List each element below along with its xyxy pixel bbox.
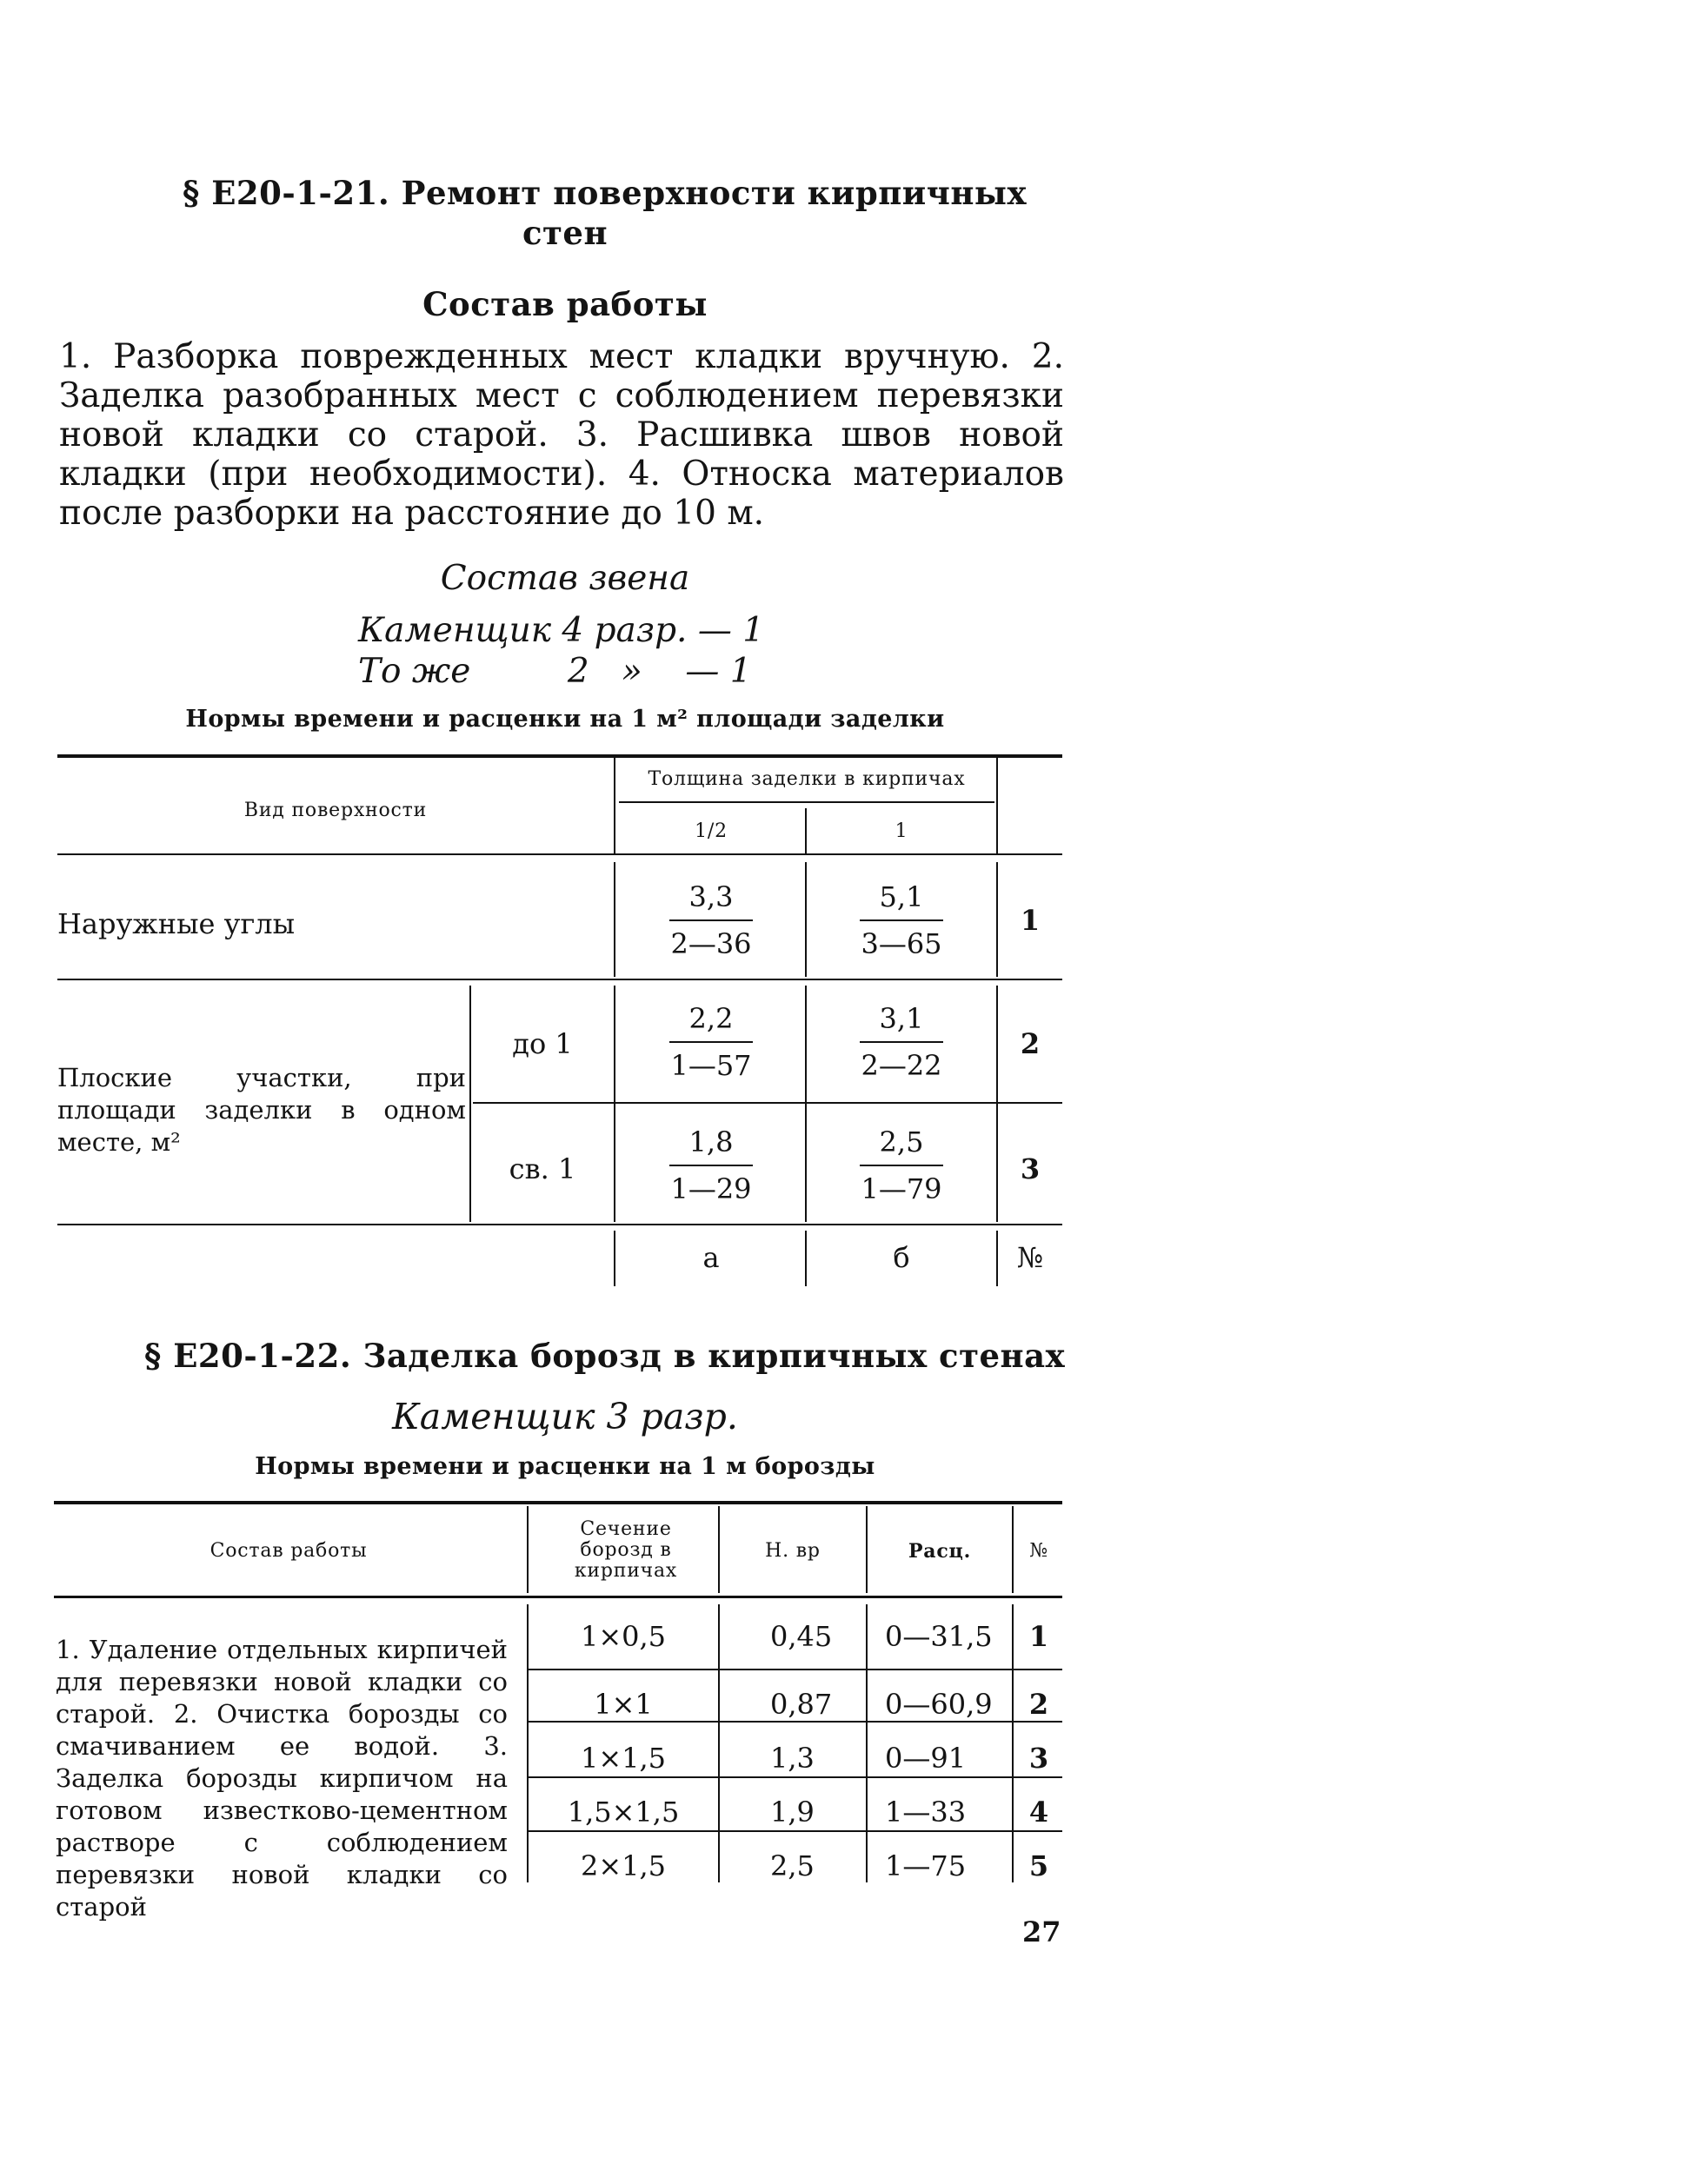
table1-header-surface: Вид поверхности <box>243 800 428 821</box>
table2-row3-number: 3 <box>1028 1742 1049 1775</box>
table2-row4-number: 4 <box>1028 1796 1049 1829</box>
table2-row2-nvr: 0,87 <box>770 1688 833 1721</box>
table2-header-rate: Расц. <box>908 1540 972 1563</box>
table2-row1-number: 1 <box>1028 1620 1049 1653</box>
table1-header-half: 1/2 <box>695 820 728 842</box>
table2-row2-section: 1×1 <box>594 1688 653 1721</box>
page-number: 27 <box>1022 1915 1061 1948</box>
table1-footer-a: а <box>702 1241 720 1274</box>
table1-row1-label: Наружные углы <box>57 907 296 940</box>
table2-row3-nvr: 1,3 <box>770 1742 815 1775</box>
table2-row4-rate: 1—33 <box>885 1796 967 1829</box>
table1-row3-col-b: 2,5 1—79 <box>861 1125 942 1205</box>
table1-footer-no: № <box>1016 1241 1044 1274</box>
table2-row2-number: 2 <box>1028 1688 1049 1721</box>
table1-header-thickness: Толщина заделки в кирпичах <box>648 768 966 790</box>
table1-row1-number: 1 <box>1020 904 1041 937</box>
table1-row1-col-a: 3,3 2—36 <box>670 880 752 960</box>
table1-row3-number: 3 <box>1020 1152 1041 1185</box>
section1-title-line1: § Е20-1-21. Ремонт поверхности кирпичных <box>183 174 1028 212</box>
section1-title-line2: стен <box>522 214 609 252</box>
table2-row5-rate: 1—75 <box>885 1849 967 1882</box>
table2-work-description: 1. Удаление отдельных кирпичей для перевязки новой кладки со старой. 2. Очистка борозды со смачиванием ее водой. 3. Заделка борозды кирпичом на готовом известково-цементном растворе с соблюдением перевязки новой кладки со старой <box>56 1635 508 1922</box>
table1-row1-col-b: 5,1 3—65 <box>861 880 942 960</box>
work-description: 1. Разборка поврежденных мест кладки вручную. 2. Заделка разобранных мест с соблюдением перевязки новой кладки со старой. 3. Расшивка швов новой кладки (при необходимости). 4. Относка материалов после разборки на расстояние до 10 м. <box>59 337 1064 533</box>
table2-row5-section: 2×1,5 <box>580 1849 667 1882</box>
table2-caption: Нормы времени и расценки на 1 м борозды <box>255 1453 875 1480</box>
table2-header-no: № <box>1029 1540 1048 1562</box>
table1-caption: Нормы времени и расценки на 1 м² площади заделки <box>185 706 945 733</box>
table2-row5-nvr: 2,5 <box>770 1849 815 1882</box>
crew-line-2: То же 2 » — 1 <box>358 652 752 691</box>
table2-row4-nvr: 1,9 <box>770 1796 815 1829</box>
table2-row2-rate: 0—60,9 <box>885 1688 993 1721</box>
table2-header-nvr: Н. вр <box>765 1540 821 1562</box>
table1-row2-number: 2 <box>1020 1027 1041 1060</box>
table2-header-section: Сечение борозд в кирпичах <box>574 1518 678 1582</box>
table1-row2-col-a: 2,2 1—57 <box>670 1002 752 1082</box>
table1-row3-col-a: 1,8 1—29 <box>670 1125 752 1205</box>
table2-row3-section: 1×1,5 <box>580 1742 667 1775</box>
table2-row1-rate: 0—31,5 <box>885 1620 993 1653</box>
table2-row4-section: 1,5×1,5 <box>567 1796 680 1829</box>
table1-flat-areas-label: Плоские участки, при площади заделки в одном месте, м² <box>57 1063 466 1157</box>
table2-row1-section: 1×0,5 <box>580 1620 667 1653</box>
table1-row2-sub: до 1 <box>512 1027 573 1060</box>
section2-crew: Каменщик 3 разр. <box>392 1396 738 1437</box>
crew-heading: Состав звена <box>440 559 690 598</box>
work-heading: Состав работы <box>422 285 708 323</box>
table2-header-work: Состав работы <box>210 1540 368 1562</box>
table1-row2-col-b: 3,1 2—22 <box>861 1002 942 1082</box>
table2-row5-number: 5 <box>1028 1849 1049 1882</box>
table1-header-one: 1 <box>895 820 908 842</box>
crew-line-1: Каменщик 4 разр. — 1 <box>358 611 765 650</box>
table1-footer-b: б <box>893 1241 910 1274</box>
table2-row1-nvr: 0,45 <box>770 1620 833 1653</box>
table2-row3-rate: 0—91 <box>885 1742 967 1775</box>
section2-title: § Е20-1-22. Заделка борозд в кирпичных стенах <box>144 1337 1066 1375</box>
table1-row3-sub: св. 1 <box>509 1152 576 1185</box>
